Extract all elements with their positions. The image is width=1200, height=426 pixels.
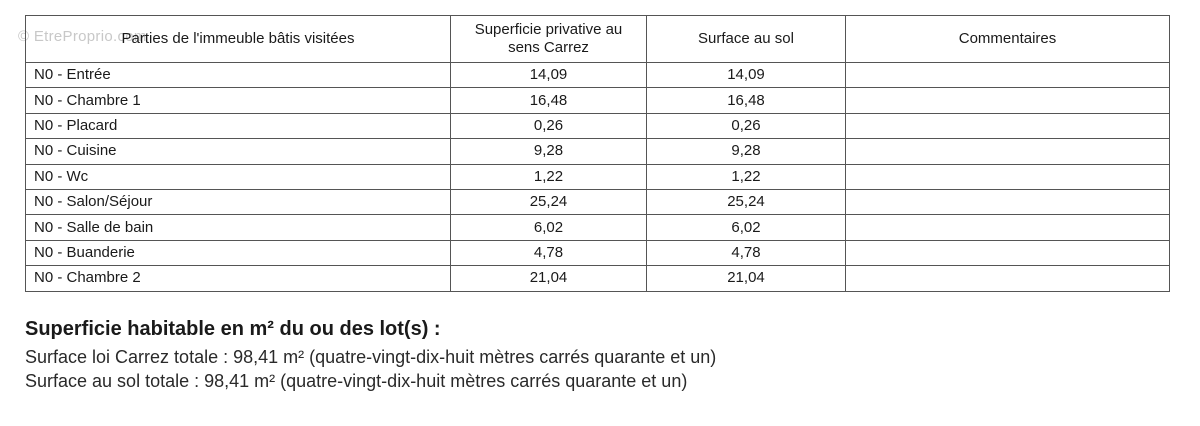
header-superficie-carrez: Superficie privative au sens Carrez	[451, 16, 647, 63]
cell-partie: N0 - Cuisine	[26, 139, 451, 164]
cell-sol: 14,09	[647, 63, 846, 88]
table-row	[26, 113, 1170, 138]
table-header-row	[26, 16, 1170, 63]
cell-commentaire	[846, 113, 1170, 138]
table-row	[26, 215, 1170, 240]
cell-carrez: 14,09	[451, 63, 647, 88]
cell-commentaire	[846, 139, 1170, 164]
table-row	[26, 266, 1170, 291]
cell-carrez: 16,48	[451, 88, 647, 113]
cell-sol: 4,78	[647, 240, 846, 265]
header-surface-sol: Surface au sol	[647, 16, 846, 63]
header-commentaires: Commentaires	[846, 16, 1170, 63]
table-row	[26, 139, 1170, 164]
cell-partie: N0 - Salon/Séjour	[26, 189, 451, 214]
cell-partie: N0 - Salle de bain	[26, 215, 451, 240]
cell-sol: 6,02	[647, 215, 846, 240]
summary-title: Superficie habitable en m² du ou des lot(s) :	[25, 318, 441, 340]
cell-carrez: 21,04	[451, 266, 647, 291]
cell-carrez: 4,78	[451, 240, 647, 265]
cell-carrez: 9,28	[451, 139, 647, 164]
cell-partie: N0 - Wc	[26, 164, 451, 189]
summary-section	[25, 318, 1165, 393]
table-row	[26, 189, 1170, 214]
cell-partie: N0 - Chambre 1	[26, 88, 451, 113]
cell-carrez: 6,02	[451, 215, 647, 240]
cell-partie: N0 - Placard	[26, 113, 451, 138]
cell-sol: 0,26	[647, 113, 846, 138]
table-row	[26, 240, 1170, 265]
table-row	[26, 88, 1170, 113]
cell-partie: N0 - Entrée	[26, 63, 451, 88]
surface-table	[25, 15, 1170, 292]
cell-carrez: 1,22	[451, 164, 647, 189]
cell-carrez: 25,24	[451, 189, 647, 214]
summary-carrez-line: Surface loi Carrez totale : 98,41 m² (quatre-vingt-dix-huit mètres carrés quarante et un)	[25, 347, 717, 367]
summary-sol-line: Surface au sol totale : 98,41 m² (quatre-vingt-dix-huit mètres carrés quarante et un)	[25, 371, 688, 391]
cell-commentaire	[846, 63, 1170, 88]
cell-carrez: 0,26	[451, 113, 647, 138]
table-body	[26, 63, 1170, 292]
watermark-text: © EtreProprio.com	[18, 28, 147, 45]
cell-partie: N0 - Buanderie	[26, 240, 451, 265]
cell-partie: N0 - Chambre 2	[26, 266, 451, 291]
header-parties: Parties de l'immeuble bâtis visitées	[26, 16, 451, 63]
cell-commentaire	[846, 164, 1170, 189]
cell-sol: 25,24	[647, 189, 846, 214]
cell-commentaire	[846, 266, 1170, 291]
cell-commentaire	[846, 88, 1170, 113]
table-row	[26, 164, 1170, 189]
cell-sol: 1,22	[647, 164, 846, 189]
cell-commentaire	[846, 240, 1170, 265]
cell-commentaire	[846, 189, 1170, 214]
cell-sol: 9,28	[647, 139, 846, 164]
table-row	[26, 63, 1170, 88]
cell-sol: 21,04	[647, 266, 846, 291]
cell-sol: 16,48	[647, 88, 846, 113]
cell-commentaire	[846, 215, 1170, 240]
